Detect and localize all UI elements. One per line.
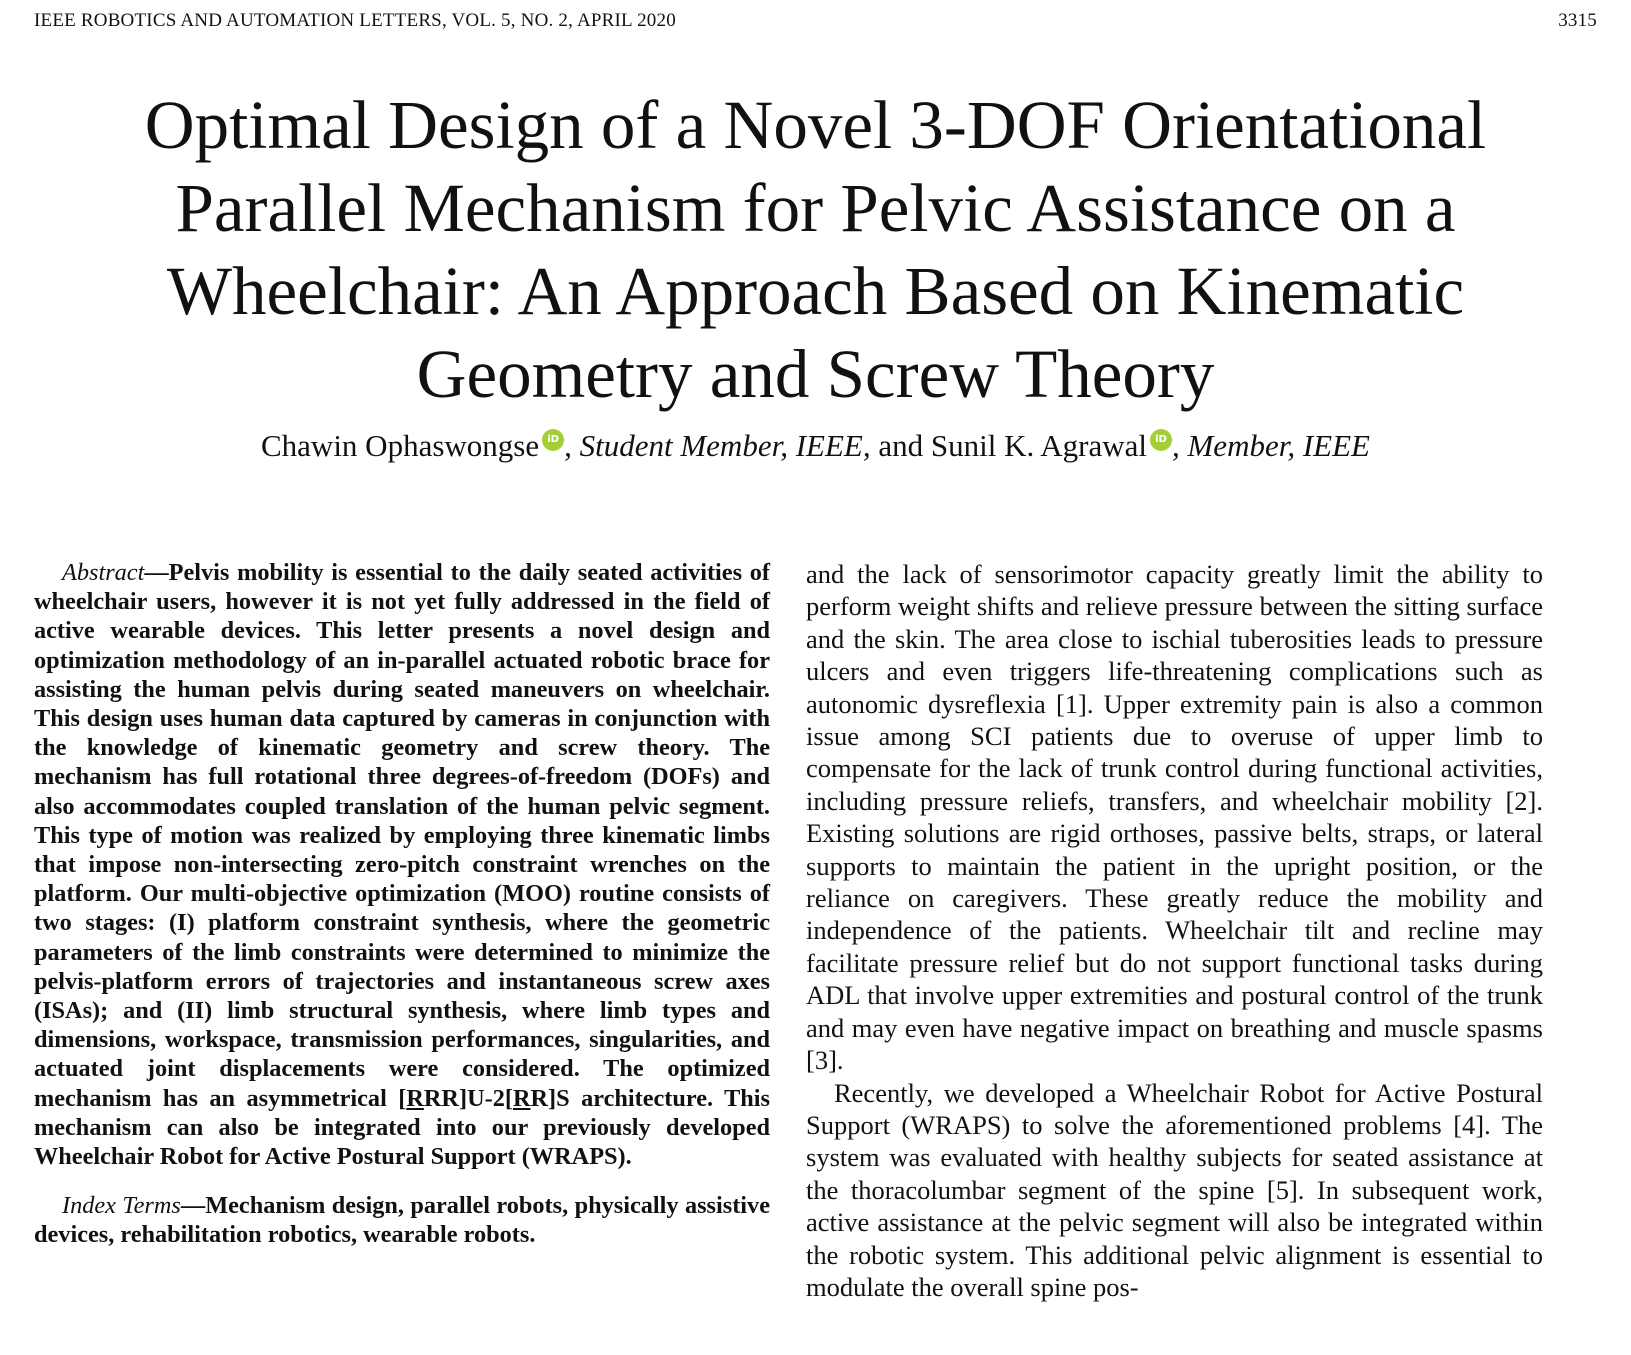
author-1-role: , Student Member, IEEE, [564,428,871,463]
abstract-text-a: —Pelvis mobility is essential to the daily seated activities of wheelchair users, however it is not yet fully addressed in the field of active wearable devices. This letter presents a novel design and optimization methodology of an in-parallel actuated robotic brace for assisting the human pelvis during seated maneuvers on wheelchair. This design uses human data captured by cameras in conjunction with the knowledge of kinematic geometry and screw theory. The mechanism has full rotational three degrees-of-freedom (DOFs) and also accommodates coupled translation of the human pelvic segment. This type of motion was realized by employing three kinematic limbs that impose non-intersecting zero-pitch constraint wrenches on the platform. Our multi-objective optimization (MOO) routine consists of two stages: (I) platform constraint synthesis, where the geometric parameters of the limb constraints were determined to minimize the pelvis-platform errors of trajectories and instantaneous screw axes (ISAs); and (II) limb structural synthesis, where limb types and dimensions, workspace, transmission performances, singularities, and actuated joint displacements were considered. The optimized mechanism has an asymmetrical [ [34,559,770,1112]
right-column [806,558,1543,1303]
left-column [34,558,770,1250]
author-line [0,428,1631,464]
index-terms-text: —Mechanism design, parallel robots, physically assistive devices, rehabilitation robotics, wearable robots. [34,1192,770,1249]
author-joiner: and [870,428,931,463]
abstract-text-b: RR]U-2[ [423,1084,513,1112]
title-line-1: Optimal Design of a Novel 3-DOF Orientational [144,87,1487,163]
author-2-role: , Member, IEEE [1171,428,1370,463]
orcid-icon[interactable]: iD [1150,429,1172,451]
abstract-underlined-r1: R [406,1084,424,1112]
body-paragraph-2: Recently, we developed a Wheelchair Robot for Active Postural Support (WRAPS) to solve the aforementioned problems [4]. The system was evaluated with healthy subjects for seated assistance at the thoracolumbar segment of the spine [5]. In subsequent work, active assistance at the pelvic segment will also be integrated within the robotic system. This additional pelvic alignment is essential to modulate the overall spine pos- [806,1077,1543,1302]
journal-citation: IEEE ROBOTICS AND AUTOMATION LETTERS, VOL. 5, NO. 2, APRIL 2020 [34,10,676,31]
abstract [34,558,770,1171]
paper-title [60,84,1571,416]
abstract-text-c: R]S architecture. This mechanism can also be integrated into our previously developed Wheelchair Robot for Active Postural Support (WRAPS). [34,1084,770,1171]
title-line-4: Geometry and Screw Theory [416,336,1215,412]
index-terms [34,1191,770,1249]
title-line-3: Wheelchair: An Approach Based on Kinematic [166,253,1465,329]
orcid-icon[interactable]: iD [542,429,564,451]
running-header [34,10,1597,32]
page-number: 3315 [1558,10,1597,31]
abstract-underlined-r2: R [512,1084,531,1112]
author-2-name: Sunil K. Agrawal [930,428,1147,463]
abstract-lead: Abstract [62,559,145,586]
author-1-name: Chawin Ophaswongse [261,428,540,463]
index-terms-lead: Index Terms [62,1192,181,1220]
body-paragraph-1: and the lack of sensorimotor capacity greatly limit the ability to perform weight shifts and relieve pressure between the sitting surface and the skin. The area close to ischial tuberosities leads to pressure ulcers and even triggers life-threatening complications such as autonomic dysreflexia [1]. Upper extremity pain is also a common issue among SCI patients due to overuse of upper limb to compensate for the lack of trunk control during functional activities, including pressure reliefs, transfers, and wheelchair mobility [2]. Existing solutions are rigid orthoses, passive belts, straps, or lateral supports to maintain the patient in the upright position, or the reliance on caregivers. These greatly reduce the mobility and independence of the patients. Wheelchair tilt and recline may facilitate pressure relief but do not support functional tasks during ADL that involve upper extremities and postural control of the trunk and may even have negative impact on breathing and muscle spasms [3]. [806,559,1543,1076]
title-line-2: Parallel Mechanism for Pelvic Assistance on a [175,170,1456,246]
